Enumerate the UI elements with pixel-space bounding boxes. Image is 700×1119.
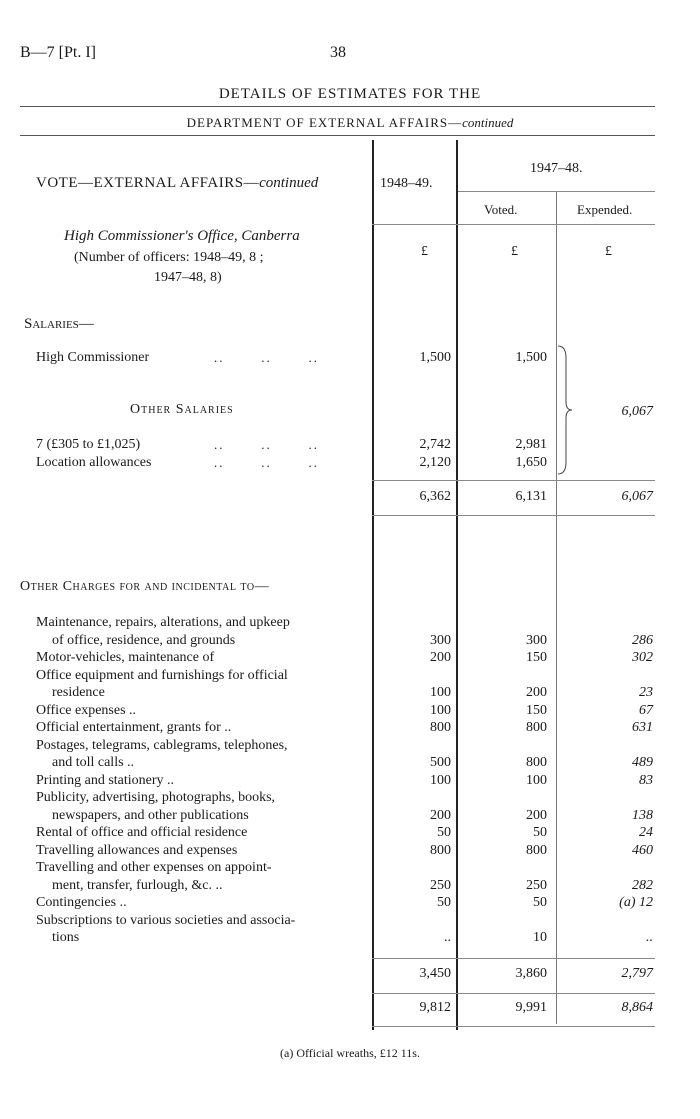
charge-row-label: residence bbox=[52, 685, 105, 700]
column-header-1948: 1948–49. bbox=[380, 176, 433, 191]
charge-row-label: Office expenses .. bbox=[36, 702, 137, 718]
page-subtitle bbox=[0, 115, 700, 131]
charge-row-label: Maintenance, repairs, alterations, and upkeep bbox=[36, 615, 290, 630]
salaries-brace bbox=[556, 344, 576, 476]
vote-heading-continued: continued bbox=[259, 175, 319, 191]
charge-row-voted: 300 bbox=[526, 632, 547, 648]
charge-row-v1948: 200 bbox=[430, 807, 451, 823]
document-reference: B—7 [Pt. I] bbox=[20, 44, 96, 61]
charge-row-v1948: 50 bbox=[437, 825, 451, 840]
charge-row-voted: 200 bbox=[526, 807, 547, 823]
charge-row-v1948: 800 bbox=[430, 720, 451, 735]
salaries-brace-expended: 6,067 bbox=[621, 404, 653, 419]
column-divider-left bbox=[372, 140, 374, 1030]
charge-row-label: Rental of office and official residence bbox=[36, 825, 248, 840]
charge-row-v1948: .. bbox=[444, 930, 451, 945]
currency-1948: £ bbox=[421, 244, 428, 259]
high-commissioner-voted: 1,500 bbox=[515, 350, 547, 365]
salary-row-voted: 2,981 bbox=[515, 437, 547, 452]
charge-row-label: and toll calls .. bbox=[52, 755, 135, 770]
charge-row-voted: 800 bbox=[526, 842, 547, 858]
charge-row-expended: 460 bbox=[632, 842, 653, 858]
charge-row-expended: 302 bbox=[632, 650, 653, 665]
salaries-heading: Salaries— bbox=[24, 316, 94, 332]
charge-row-voted: 200 bbox=[526, 685, 547, 700]
charge-row-label: Printing and stationery .. bbox=[36, 772, 175, 788]
charge-row-expended: (a) 12 bbox=[619, 895, 653, 910]
column-header-1947: 1947–48. bbox=[530, 161, 583, 176]
grand-total-expended: 8,864 bbox=[621, 1000, 653, 1015]
vote-heading bbox=[36, 175, 318, 192]
charge-row-voted: 250 bbox=[526, 877, 547, 893]
charge-row-v1948: 500 bbox=[430, 755, 451, 770]
charge-row-v1948: 300 bbox=[430, 632, 451, 648]
column-header-voted: Voted. bbox=[484, 202, 518, 217]
charge-row-voted: 50 bbox=[533, 825, 547, 840]
currency-voted: £ bbox=[511, 244, 518, 259]
vote-heading-main: VOTE—EXTERNAL AFFAIRS— bbox=[36, 175, 260, 191]
charge-row-v1948: 100 bbox=[430, 702, 451, 718]
charge-row-v1948: 800 bbox=[430, 842, 451, 858]
charge-row-v1948: 200 bbox=[430, 650, 451, 665]
charge-row-voted: 10 bbox=[533, 930, 547, 945]
charge-row-label: newspapers, and other publications bbox=[52, 807, 249, 823]
salary-row-label: Location allowances bbox=[36, 455, 152, 470]
column-header-expended: Expended. bbox=[577, 202, 633, 217]
page-number: 38 bbox=[330, 44, 346, 61]
charge-row-expended: 23 bbox=[639, 685, 653, 700]
subtitle-main: DEPARTMENT OF EXTERNAL AFFAIRS— bbox=[186, 115, 463, 130]
charge-row-expended: 282 bbox=[632, 877, 653, 893]
grand-total-1948: 9,812 bbox=[419, 1000, 451, 1015]
charge-row-label: of office, residence, and grounds bbox=[52, 632, 236, 648]
salaries-total-voted: 6,131 bbox=[515, 489, 547, 504]
charge-row-v1948: 250 bbox=[430, 877, 451, 893]
charge-row-voted: 800 bbox=[526, 755, 547, 770]
salary-row-label: 7 (£305 to £1,025) bbox=[36, 437, 141, 452]
salary-row-voted: 1,650 bbox=[515, 455, 547, 470]
charge-row-label: tions bbox=[52, 930, 80, 945]
charge-row-v1948: 100 bbox=[430, 772, 451, 788]
charge-row-label: Official entertainment, grants for .. bbox=[36, 720, 232, 735]
other-charges-total-expended: 2,797 bbox=[621, 966, 653, 981]
charge-row-expended: 286 bbox=[632, 632, 653, 648]
charge-row-label: ment, transfer, furlough, &c. .. bbox=[52, 877, 223, 893]
charge-row-voted: 150 bbox=[526, 650, 547, 665]
charge-row-expended: .. bbox=[646, 930, 653, 945]
salary-row-1948: 2,120 bbox=[419, 455, 451, 470]
salaries-total-1948: 6,362 bbox=[419, 489, 451, 504]
page-title: DETAILS OF ESTIMATES FOR THE bbox=[218, 86, 482, 102]
other-charges-total-1948: 3,450 bbox=[419, 966, 451, 981]
officers-count-line2: 1947–48, 8) bbox=[154, 270, 222, 285]
subtitle-continued: continued bbox=[462, 115, 514, 130]
high-commissioner-label: High Commissioner bbox=[36, 350, 150, 365]
salary-row-1948: 2,742 bbox=[419, 437, 451, 452]
charge-row-expended: 24 bbox=[639, 825, 653, 840]
charge-row-voted: 150 bbox=[526, 702, 547, 718]
charge-row-voted: 100 bbox=[526, 772, 547, 788]
high-commissioner-1948: 1,500 bbox=[419, 350, 451, 365]
currency-expended: £ bbox=[605, 244, 612, 259]
charge-row-label: Travelling allowances and expenses bbox=[36, 842, 238, 858]
charge-row-expended: 67 bbox=[639, 702, 653, 718]
charge-row-label: Contingencies .. bbox=[36, 895, 127, 910]
charge-row-voted: 800 bbox=[526, 720, 547, 735]
charge-row-label: Motor-vehicles, maintenance of bbox=[36, 650, 215, 665]
salaries-total-expended: 6,067 bbox=[621, 489, 653, 504]
column-divider-right bbox=[556, 192, 557, 1024]
grand-total-voted: 9,991 bbox=[515, 1000, 547, 1015]
other-charges-heading: Other Charges for and incidental to— bbox=[20, 579, 270, 594]
charge-row-label: Subscriptions to various societies and associa- bbox=[36, 912, 296, 928]
charge-row-v1948: 100 bbox=[430, 685, 451, 700]
office-name: High Commissioner's Office, Canberra bbox=[64, 228, 300, 244]
charge-row-expended: 489 bbox=[632, 755, 653, 770]
charge-row-voted: 50 bbox=[533, 895, 547, 910]
other-charges-total-voted: 3,860 bbox=[515, 966, 547, 981]
charge-row-expended: 138 bbox=[632, 807, 653, 823]
officers-count-line1: (Number of officers: 1948–49, 8 ; bbox=[74, 250, 264, 265]
charge-row-label: Publicity, advertising, photographs, books, bbox=[36, 790, 276, 805]
other-salaries-heading: Other Salaries bbox=[130, 402, 234, 417]
column-divider-mid bbox=[456, 140, 458, 1030]
footnote: (a) Official wreaths, £12 11s. bbox=[280, 1046, 420, 1060]
charge-row-label: Travelling and other expenses on appoint- bbox=[36, 860, 272, 875]
charge-row-expended: 631 bbox=[632, 720, 653, 735]
charge-row-v1948: 50 bbox=[437, 895, 451, 910]
charge-row-expended: 83 bbox=[639, 772, 653, 788]
charge-row-label: Office equipment and furnishings for official bbox=[36, 667, 288, 683]
charge-row-label: Postages, telegrams, cablegrams, telephones, bbox=[36, 737, 288, 753]
